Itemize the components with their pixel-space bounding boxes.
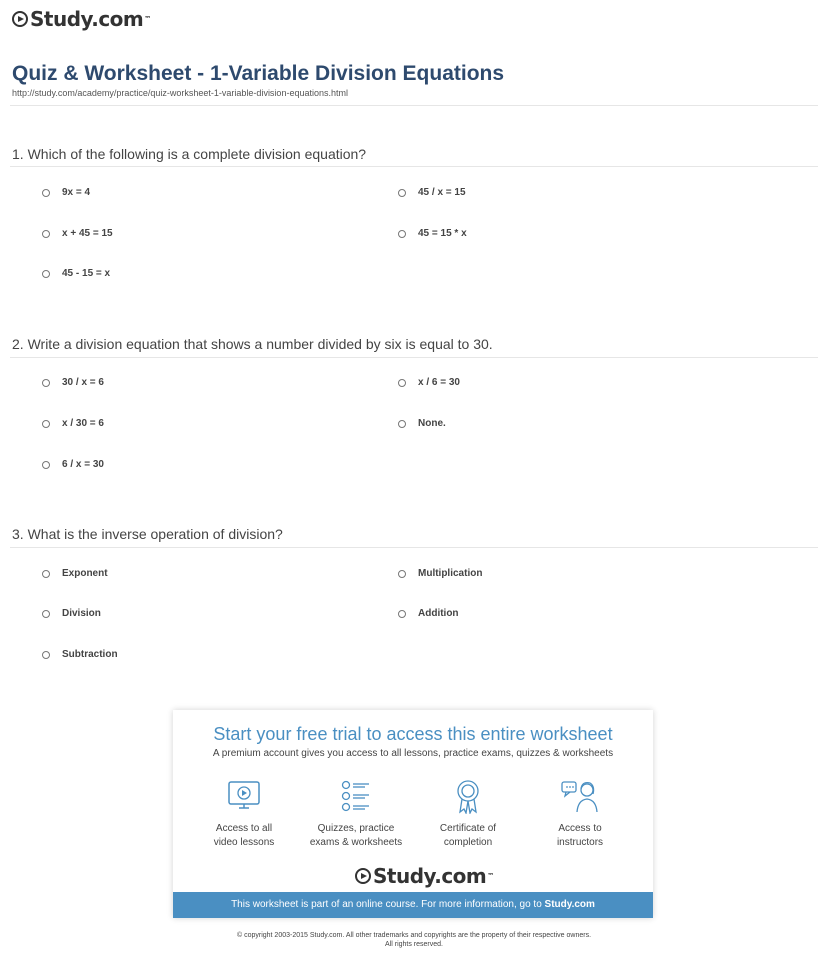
study-logo[interactable]: Study.com ™: [355, 864, 494, 888]
question-3: 3. What is the inverse operation of division?: [12, 526, 283, 542]
answer-option[interactable]: x + 45 = 15: [42, 228, 113, 239]
quiz-list-icon: [338, 778, 374, 814]
radio-button[interactable]: [398, 570, 406, 578]
answer-option[interactable]: x / 30 = 6: [42, 418, 104, 429]
certificate-icon: [450, 778, 486, 814]
promo-info-bar[interactable]: This worksheet is part of an online course. For more information, go to Study.com: [173, 892, 653, 918]
answer-option[interactable]: 45 / x = 15: [398, 187, 466, 198]
answer-option[interactable]: 6 / x = 30: [42, 459, 104, 470]
radio-button[interactable]: [42, 230, 50, 238]
divider: [10, 166, 818, 167]
divider: [10, 357, 818, 358]
answer-option[interactable]: Division: [42, 608, 101, 619]
feature-quizzes: Quizzes, practice exams & worksheets: [306, 778, 406, 850]
answer-option[interactable]: 30 / x = 6: [42, 377, 104, 388]
radio-button[interactable]: [398, 610, 406, 618]
divider: [10, 547, 818, 548]
answer-option[interactable]: Exponent: [42, 568, 108, 579]
play-icon: [355, 868, 371, 884]
logo-text: Study.com: [30, 7, 144, 31]
page-title: Quiz & Worksheet - 1-Variable Division Equations: [12, 62, 505, 85]
radio-button[interactable]: [42, 651, 50, 659]
instructor-icon: [560, 778, 600, 814]
question-1: 1. Which of the following is a complete division equation?: [12, 146, 367, 162]
answer-option[interactable]: x / 6 = 30: [398, 377, 460, 388]
promo-subtitle: A premium account gives you access to all lessons, practice exams, quizzes & worksheets: [212, 748, 614, 759]
radio-button[interactable]: [42, 610, 50, 618]
radio-button[interactable]: [42, 189, 50, 197]
study-logo[interactable]: Study.com ™: [12, 7, 151, 31]
radio-button[interactable]: [42, 461, 50, 469]
radio-button[interactable]: [42, 270, 50, 278]
play-icon: [12, 11, 28, 27]
answer-option[interactable]: Addition: [398, 608, 459, 619]
question-2: 2. Write a division equation that shows a number divided by six is equal to 30.: [12, 336, 493, 352]
page-url[interactable]: http://study.com/academy/practice/quiz-worksheet-1-variable-division-equations.html: [12, 88, 348, 98]
radio-button[interactable]: [42, 379, 50, 387]
radio-button[interactable]: [398, 189, 406, 197]
divider: [10, 105, 818, 106]
answer-option[interactable]: 9x = 4: [42, 187, 90, 198]
radio-button[interactable]: [398, 420, 406, 428]
answer-option[interactable]: 45 = 15 * x: [398, 228, 467, 239]
radio-button[interactable]: [42, 420, 50, 428]
radio-button[interactable]: [398, 230, 406, 238]
answer-option[interactable]: 45 - 15 = x: [42, 268, 110, 279]
answer-option[interactable]: Multiplication: [398, 568, 482, 579]
free-trial-promo[interactable]: [173, 710, 653, 918]
radio-button[interactable]: [398, 379, 406, 387]
answer-option[interactable]: None.: [398, 418, 446, 429]
logo-text: Study.com: [373, 864, 487, 888]
video-lesson-icon: [226, 778, 262, 814]
feature-video-lessons: Access to all video lessons: [194, 778, 294, 850]
radio-button[interactable]: [42, 570, 50, 578]
study-link[interactable]: Study.com: [544, 899, 595, 910]
feature-certificate: Certificate of completion: [418, 778, 518, 850]
promo-title: Start your free trial to access this entire worksheet: [213, 724, 613, 744]
feature-instructors: Access to instructors: [530, 778, 630, 850]
answer-option[interactable]: Subtraction: [42, 649, 118, 660]
copyright: © copyright 2003-2015 Study.com. All other trademarks and copyrights are the property of their respective owners. All rights reserved.: [236, 932, 592, 948]
